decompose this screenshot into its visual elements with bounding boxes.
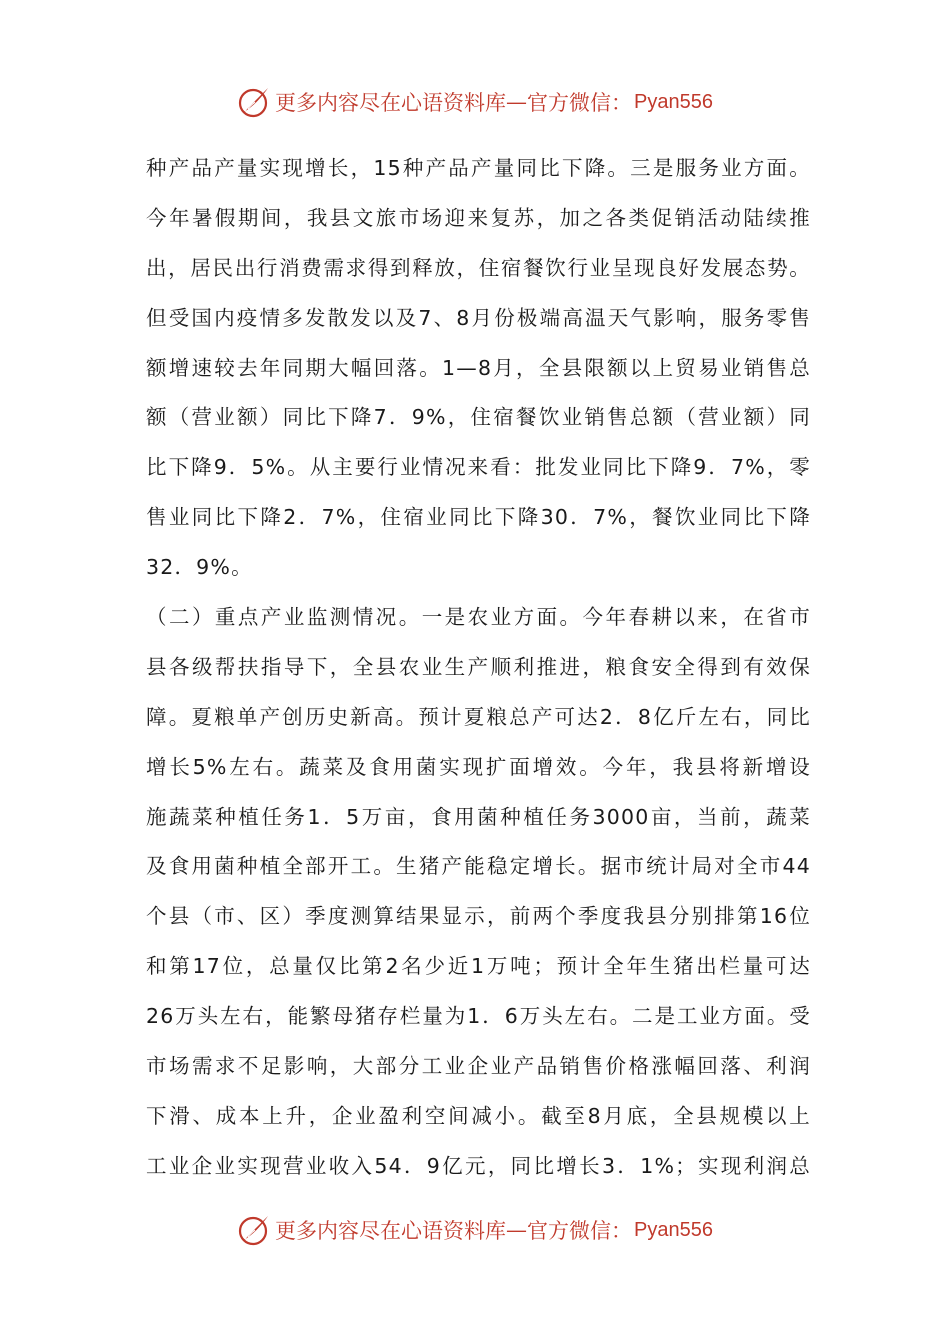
body-line: 26万头左右，能繁母猪存栏量为1．6万头左右。二是工业方面。受 <box>146 1004 811 1029</box>
document-body <box>146 144 811 1192</box>
banner-brand-text: 更多内容尽在心语资料库 <box>275 91 507 115</box>
body-line: 下滑、成本上升，企业盈利空间减小。截至8月底，全县规模以上 <box>146 1103 811 1128</box>
body-line: （二）重点产业监测情况。一是农业方面。今年春耕以来，在省市 <box>146 605 811 630</box>
body-line: 32．9%。 <box>146 555 253 580</box>
body-line: 个县（市、区）季度测算结果显示，前两个季度我县分别排第16位 <box>146 904 811 929</box>
banner-wechat-label: 官方微信： <box>527 1219 633 1243</box>
body-line: 及食用菌种植全部开工。生猪产能稳定增长。据市统计局对全市44 <box>146 854 811 879</box>
body-line: 和第17位，总量仅比第2名少近1万吨；预计全年生猪出栏量可达 <box>146 954 811 979</box>
footer-banner <box>0 1208 950 1252</box>
body-line: 但受国内疫情多发散发以及7、8月份极端高温天气影响，服务零售 <box>146 305 811 330</box>
body-line: 今年暑假期间，我县文旅市场迎来复苏，加之各类促销活动陆续推 <box>146 205 811 230</box>
body-line: 额增速较去年同期大幅回落。1—8月，全县限额以上贸易业销售总 <box>146 355 811 380</box>
banner-wechat-id: Pyan556 <box>634 90 713 113</box>
banner-separator: — <box>506 1218 528 1242</box>
banner-wechat-label: 官方微信： <box>527 91 633 115</box>
body-line: 工业企业实现营业收入54．9亿元，同比增长3．1%；实现利润总 <box>146 1153 811 1178</box>
banner-brand-text: 更多内容尽在心语资料库 <box>275 1219 507 1243</box>
quill-logo-icon <box>237 1213 271 1247</box>
body-line: 额（营业额）同比下降7．9%，住宿餐饮业销售总额（营业额）同 <box>146 405 811 430</box>
body-line: 比下降9．5%。从主要行业情况来看：批发业同比下降9．7%，零 <box>146 455 811 480</box>
body-line: 出，居民出行消费需求得到释放，住宿餐饮行业呈现良好发展态势。 <box>146 255 811 280</box>
body-line: 种产品产量实现增长，15种产品产量同比下降。三是服务业方面。 <box>146 156 811 180</box>
body-line: 障。夏粮单产创历史新高。预计夏粮总产可达2．8亿斤左右，同比 <box>146 704 811 729</box>
quill-logo-icon <box>237 85 271 119</box>
body-line: 市场需求不足影响，大部分工业企业产品销售价格涨幅回落、利润 <box>146 1054 811 1079</box>
banner-separator: — <box>506 90 528 114</box>
body-line: 增长5%左右。蔬菜及食用菌实现扩面增效。今年，我县将新增设 <box>146 754 811 779</box>
body-line: 售业同比下降2．7%，住宿业同比下降30．7%，餐饮业同比下降 <box>146 505 811 530</box>
banner-wechat-id: Pyan556 <box>634 1218 713 1241</box>
header-banner <box>0 80 950 124</box>
body-line: 县各级帮扶指导下，全县农业生产顺利推进，粮食安全得到有效保 <box>146 654 811 679</box>
body-line: 施蔬菜种植任务1．5万亩，食用菌种植任务3000亩，当前，蔬菜 <box>146 804 811 829</box>
